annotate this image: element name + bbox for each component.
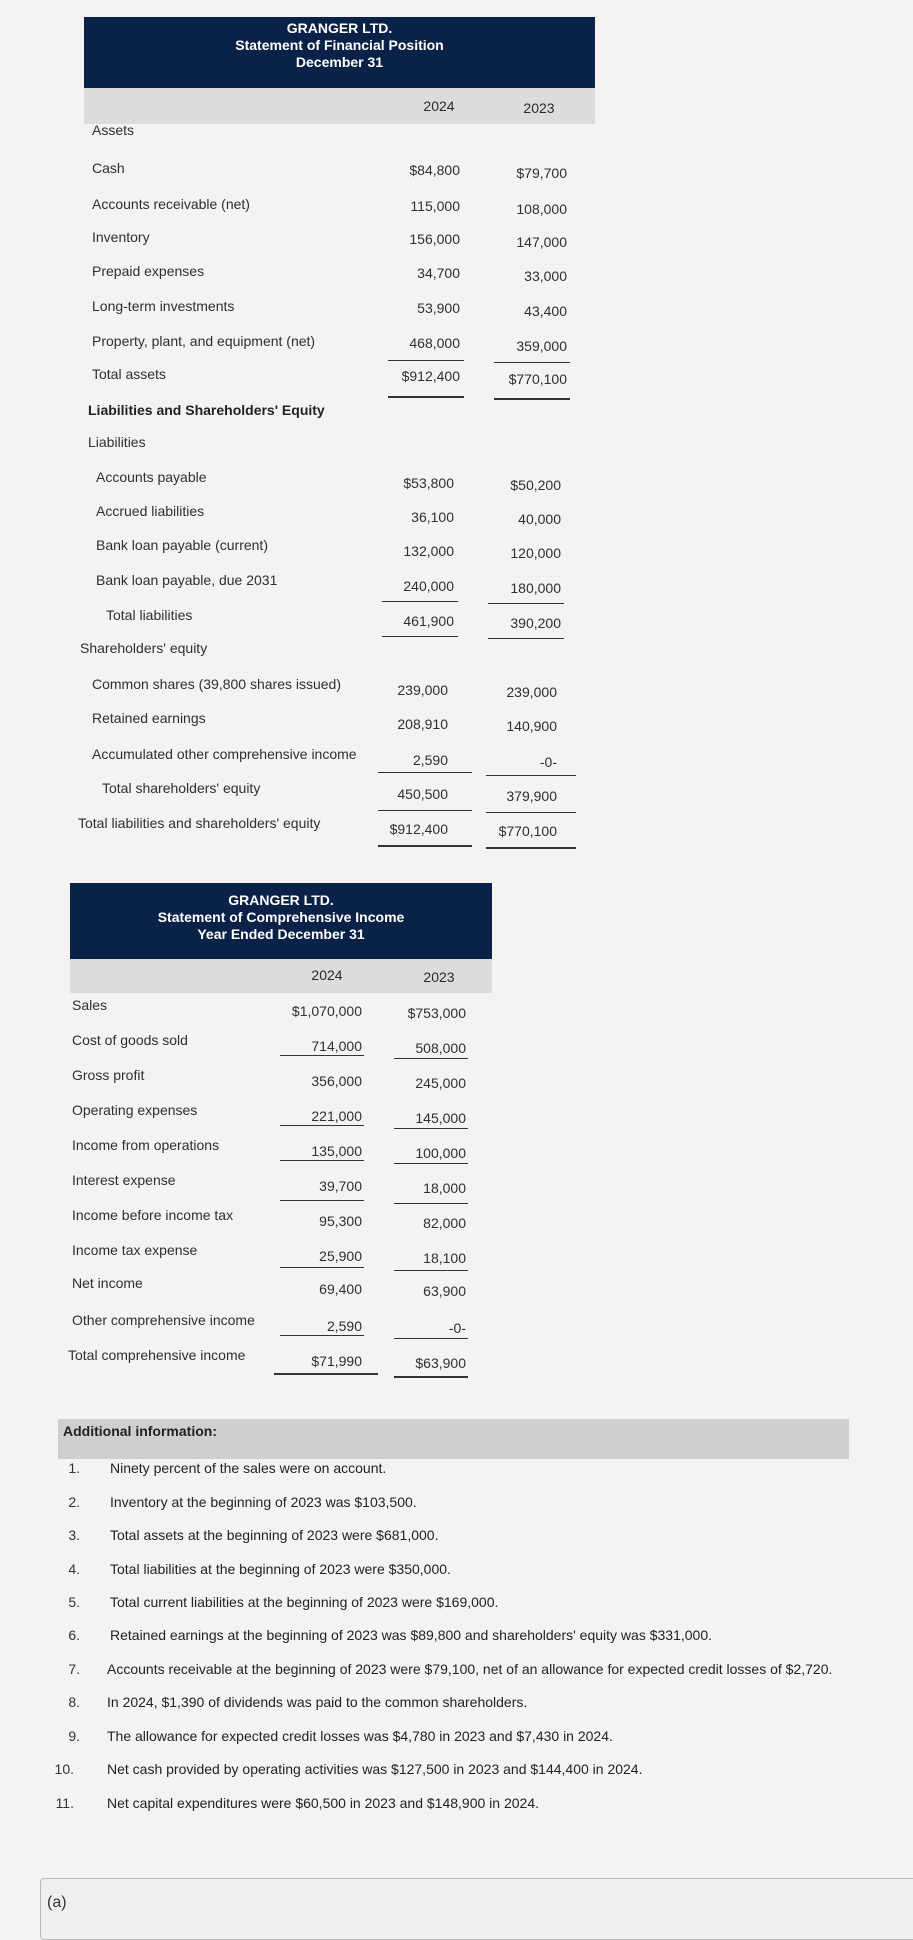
underline [394,1058,468,1059]
sci-title: Statement of Comprehensive Income [157,909,405,925]
note-number: 1. [68,1460,80,1476]
underline [382,601,458,602]
asset-label: Property, plant, and equipment (net) [92,333,316,349]
liability-label: Bank loan payable, due 2031 [96,572,278,588]
underline [378,810,472,811]
liability-2023: 180,000 [510,580,561,596]
income-2024: 2,590 [326,1318,362,1334]
note-text: Net capital expenditures were $60,500 in 2023 and $148,900 in 2024. [107,1795,539,1811]
note-text: Total current liabilities at the beginning of 2023 were $169,000. [110,1594,499,1610]
income-label: Cost of goods sold [72,1032,188,1048]
asset-2024: 53,900 [417,300,460,316]
underline [280,1160,364,1161]
income-2023: 508,000 [415,1040,466,1056]
equity-2024: 450,500 [397,786,448,802]
underline [394,1163,468,1164]
underline [280,1267,364,1268]
income-label: Operating expenses [72,1102,198,1118]
income-label: Income tax expense [72,1242,198,1258]
double-underline [378,845,472,847]
asset-2023: $770,100 [508,371,567,387]
income-label: Gross profit [72,1067,145,1083]
underline [394,1128,468,1129]
income-label: Income before income tax [72,1207,234,1223]
note-number: 3. [68,1527,80,1543]
equity-2024: 2,590 [412,752,448,768]
equity-2024: 208,910 [397,716,448,732]
note-text: The allowance for expected credit losses was $4,780 in 2023 and $7,430 in 2024. [107,1728,613,1744]
double-underline [388,396,464,398]
note-number: 2. [68,1494,80,1510]
income-label: Net income [72,1275,143,1291]
income-2024: 135,000 [311,1143,362,1159]
asset-label: Cash [92,160,125,176]
double-underline [274,1373,378,1375]
equity-label: Common shares (39,800 shares issued) [92,676,342,692]
sfp-year-2023: 2023 [523,100,555,116]
liab-equity-heading: Liabilities and Shareholders' Equity [88,402,325,418]
underline [388,360,464,361]
equity-2024: $912,400 [389,821,448,837]
assets-heading: Assets [92,122,135,138]
underline [378,772,472,773]
income-2023: 245,000 [415,1075,466,1091]
underline [280,1055,364,1056]
liability-2024: $53,800 [403,475,454,491]
note-text: Retained earnings at the beginning of 2023 was $89,800 and shareholders' equity was $331,000. [110,1627,712,1643]
income-2024: $1,070,000 [291,1003,362,1019]
income-2024: 714,000 [311,1038,362,1054]
asset-label: Inventory [92,229,150,245]
double-underline [486,847,576,849]
underline [486,775,576,776]
underline [394,1203,468,1204]
sci-year-2024: 2024 [311,967,343,983]
liability-label: Accrued liabilities [96,503,205,519]
note-number: 6. [68,1627,80,1643]
sci-company: GRANGER LTD. [228,892,334,908]
note-number: 9. [68,1728,80,1744]
equity-label: Retained earnings [92,710,206,726]
sfp-year-2024: 2024 [423,98,455,114]
note-text: Total liabilities at the beginning of 2023 were $350,000. [110,1561,451,1577]
liability-2024: 461,900 [403,613,454,629]
equity-label: Accumulated other comprehensive income [92,746,357,762]
equity-2023: -0- [539,754,557,770]
liability-label: Total liabilities [106,607,193,623]
underline [382,636,458,637]
income-2024: 356,000 [311,1073,362,1089]
asset-2024: $84,800 [409,162,460,178]
note-number: 5. [68,1594,80,1610]
underline [280,1125,364,1126]
income-label: Income from operations [72,1137,220,1153]
income-label: Total comprehensive income [68,1347,246,1363]
liability-2023: 40,000 [518,511,561,527]
asset-2024: 468,000 [409,335,460,351]
asset-2024: 34,700 [417,265,460,281]
asset-2024: 156,000 [409,231,460,247]
asset-label: Total assets [92,366,166,382]
income-label: Interest expense [72,1172,176,1188]
asset-label: Accounts receivable (net) [92,196,250,212]
equity-heading: Shareholders' equity [80,640,208,656]
income-2023: $753,000 [407,1005,466,1021]
sfp-header [84,17,595,88]
income-2023: 18,000 [423,1180,466,1196]
asset-label: Prepaid expenses [92,263,205,279]
note-text: Net cash provided by operating activities was $127,500 in 2023 and $144,400 in 2024. [107,1761,643,1777]
liability-2024: 132,000 [403,543,454,559]
asset-2023: $79,700 [516,165,567,181]
liability-2023: 120,000 [510,545,561,561]
sfp-title: Statement of Financial Position [235,37,444,53]
sfp-date: December 31 [295,54,384,70]
income-2024: 95,300 [319,1213,362,1229]
income-2023: 82,000 [423,1215,466,1231]
income-label: Sales [72,997,108,1013]
note-number: 10. [54,1761,74,1777]
income-2024: 221,000 [311,1108,362,1124]
note-number: 11. [55,1795,74,1811]
income-2024: 25,900 [319,1248,362,1264]
sci-date: Year Ended December 31 [197,926,365,942]
income-2023: 63,900 [423,1283,466,1299]
asset-label: Long-term investments [92,298,235,314]
equity-2024: 239,000 [397,682,448,698]
income-2023: 100,000 [415,1145,466,1161]
liabilities-heading: Liabilities [88,434,146,450]
note-text: In 2024, $1,390 of dividends was paid to the common shareholders. [107,1694,528,1710]
equity-2023: 239,000 [506,684,557,700]
income-2023: -0- [448,1320,466,1336]
asset-2023: 359,000 [516,338,567,354]
note-text: Accounts receivable at the beginning of 2023 were $79,100, net of an allowance for expected credit losses of $2,720. [107,1661,833,1677]
income-2023: $63,900 [415,1355,466,1371]
additional-info-heading: Additional information: [63,1423,217,1439]
note-text: Inventory at the beginning of 2023 was $103,500. [110,1494,417,1510]
asset-2023: 43,400 [524,303,567,319]
double-underline [494,398,570,400]
double-underline [394,1376,468,1378]
income-2024: 39,700 [319,1178,362,1194]
note-number: 4. [68,1561,80,1577]
income-2024: $71,990 [311,1353,362,1369]
asset-2024: 115,000 [410,198,460,214]
income-2023: 18,100 [423,1250,466,1266]
liability-2024: 240,000 [403,578,454,594]
answer-box[interactable] [40,1878,913,1940]
asset-2023: 33,000 [524,268,567,284]
note-text: Ninety percent of the sales were on account. [110,1460,387,1476]
income-label: Other comprehensive income [72,1312,255,1328]
equity-2023: 140,900 [506,718,557,734]
note-number: 7. [68,1661,80,1677]
liability-2023: $50,200 [510,477,561,493]
liability-label: Accounts payable [96,469,207,485]
sci-header [70,883,492,959]
sci-year-2023: 2023 [423,969,455,985]
income-2023: 145,000 [415,1110,466,1126]
underline [394,1270,468,1271]
underline [488,638,564,639]
note-text: Total assets at the beginning of 2023 were $681,000. [110,1527,439,1543]
equity-2023: $770,100 [498,823,557,839]
liability-2023: 390,200 [510,615,561,631]
underline [488,603,564,604]
underline [394,1338,468,1339]
liability-2024: 36,100 [411,509,454,525]
asset-2024: $912,400 [401,368,460,384]
liability-label: Bank loan payable (current) [96,537,268,553]
underline [486,812,576,813]
underline [280,1335,364,1336]
equity-2023: 379,900 [506,788,557,804]
note-number: 8. [68,1694,80,1710]
asset-2023: 108,000 [516,201,567,217]
sfp-company: GRANGER LTD. [286,20,393,36]
income-2024: 69,400 [319,1281,362,1297]
underline [494,362,570,363]
equity-label: Total liabilities and shareholders' equity [78,815,321,831]
equity-label: Total shareholders' equity [102,780,261,796]
part-label: (a) [47,1894,67,1911]
underline [280,1200,364,1201]
asset-2023: 147,000 [516,234,567,250]
